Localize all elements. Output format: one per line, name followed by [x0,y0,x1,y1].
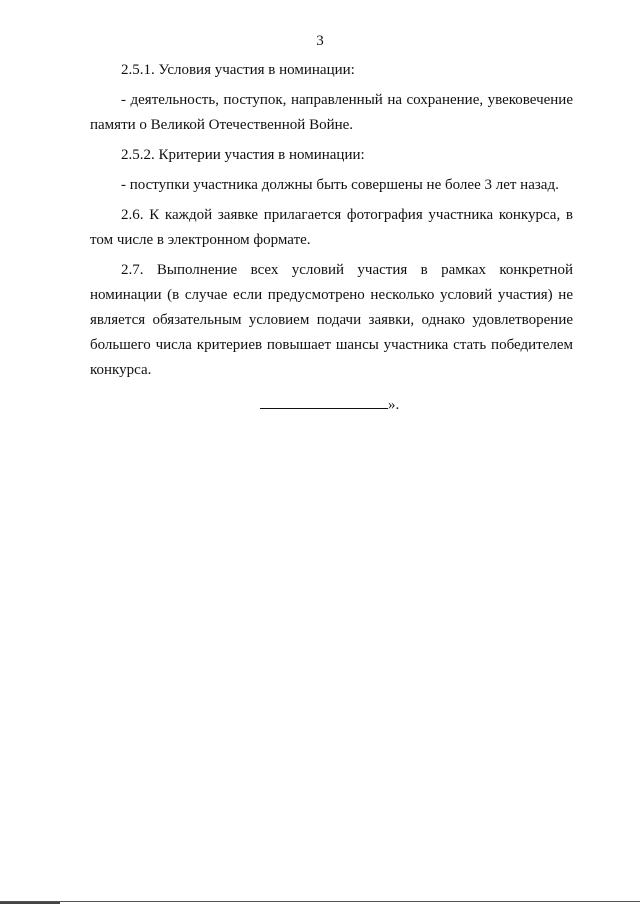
paragraph-2-5-1-heading: 2.5.1. Условия участия в номинации: [121,62,355,78]
paragraph-2-5-2-criterion: - поступки участника должны быть совершены не более 3 лет назад. [121,177,559,193]
closing-quote-mark: ». [388,397,400,413]
paragraph-2-6: 2.6. К каждой заявке прилагается фотография участника конкурса, в том числе в электронном формате. [90,207,573,248]
footer-rule [0,901,640,902]
paragraph-2-5-1-condition: - деятельность, поступок, направленный на сохранение, увековечение памяти о Великой Отечественной Войне. [90,92,573,133]
page-number: 3 [316,33,324,49]
document-body [90,58,573,383]
footer-rule-accent [0,902,60,904]
paragraph-2-7: 2.7. Выполнение всех условий участия в рамках конкретной номинации (в случае если предусмотрено несколько условий участия) не является обязательным условием подачи заявки, однако удовлетворение большего числа критериев повышает шансы участника стать победителем конкурса. [90,262,573,378]
closing-line [260,394,420,416]
paragraph-2-5-2-heading: 2.5.2. Критерии участия в номинации: [121,147,365,163]
signature-blank-line [260,394,388,409]
